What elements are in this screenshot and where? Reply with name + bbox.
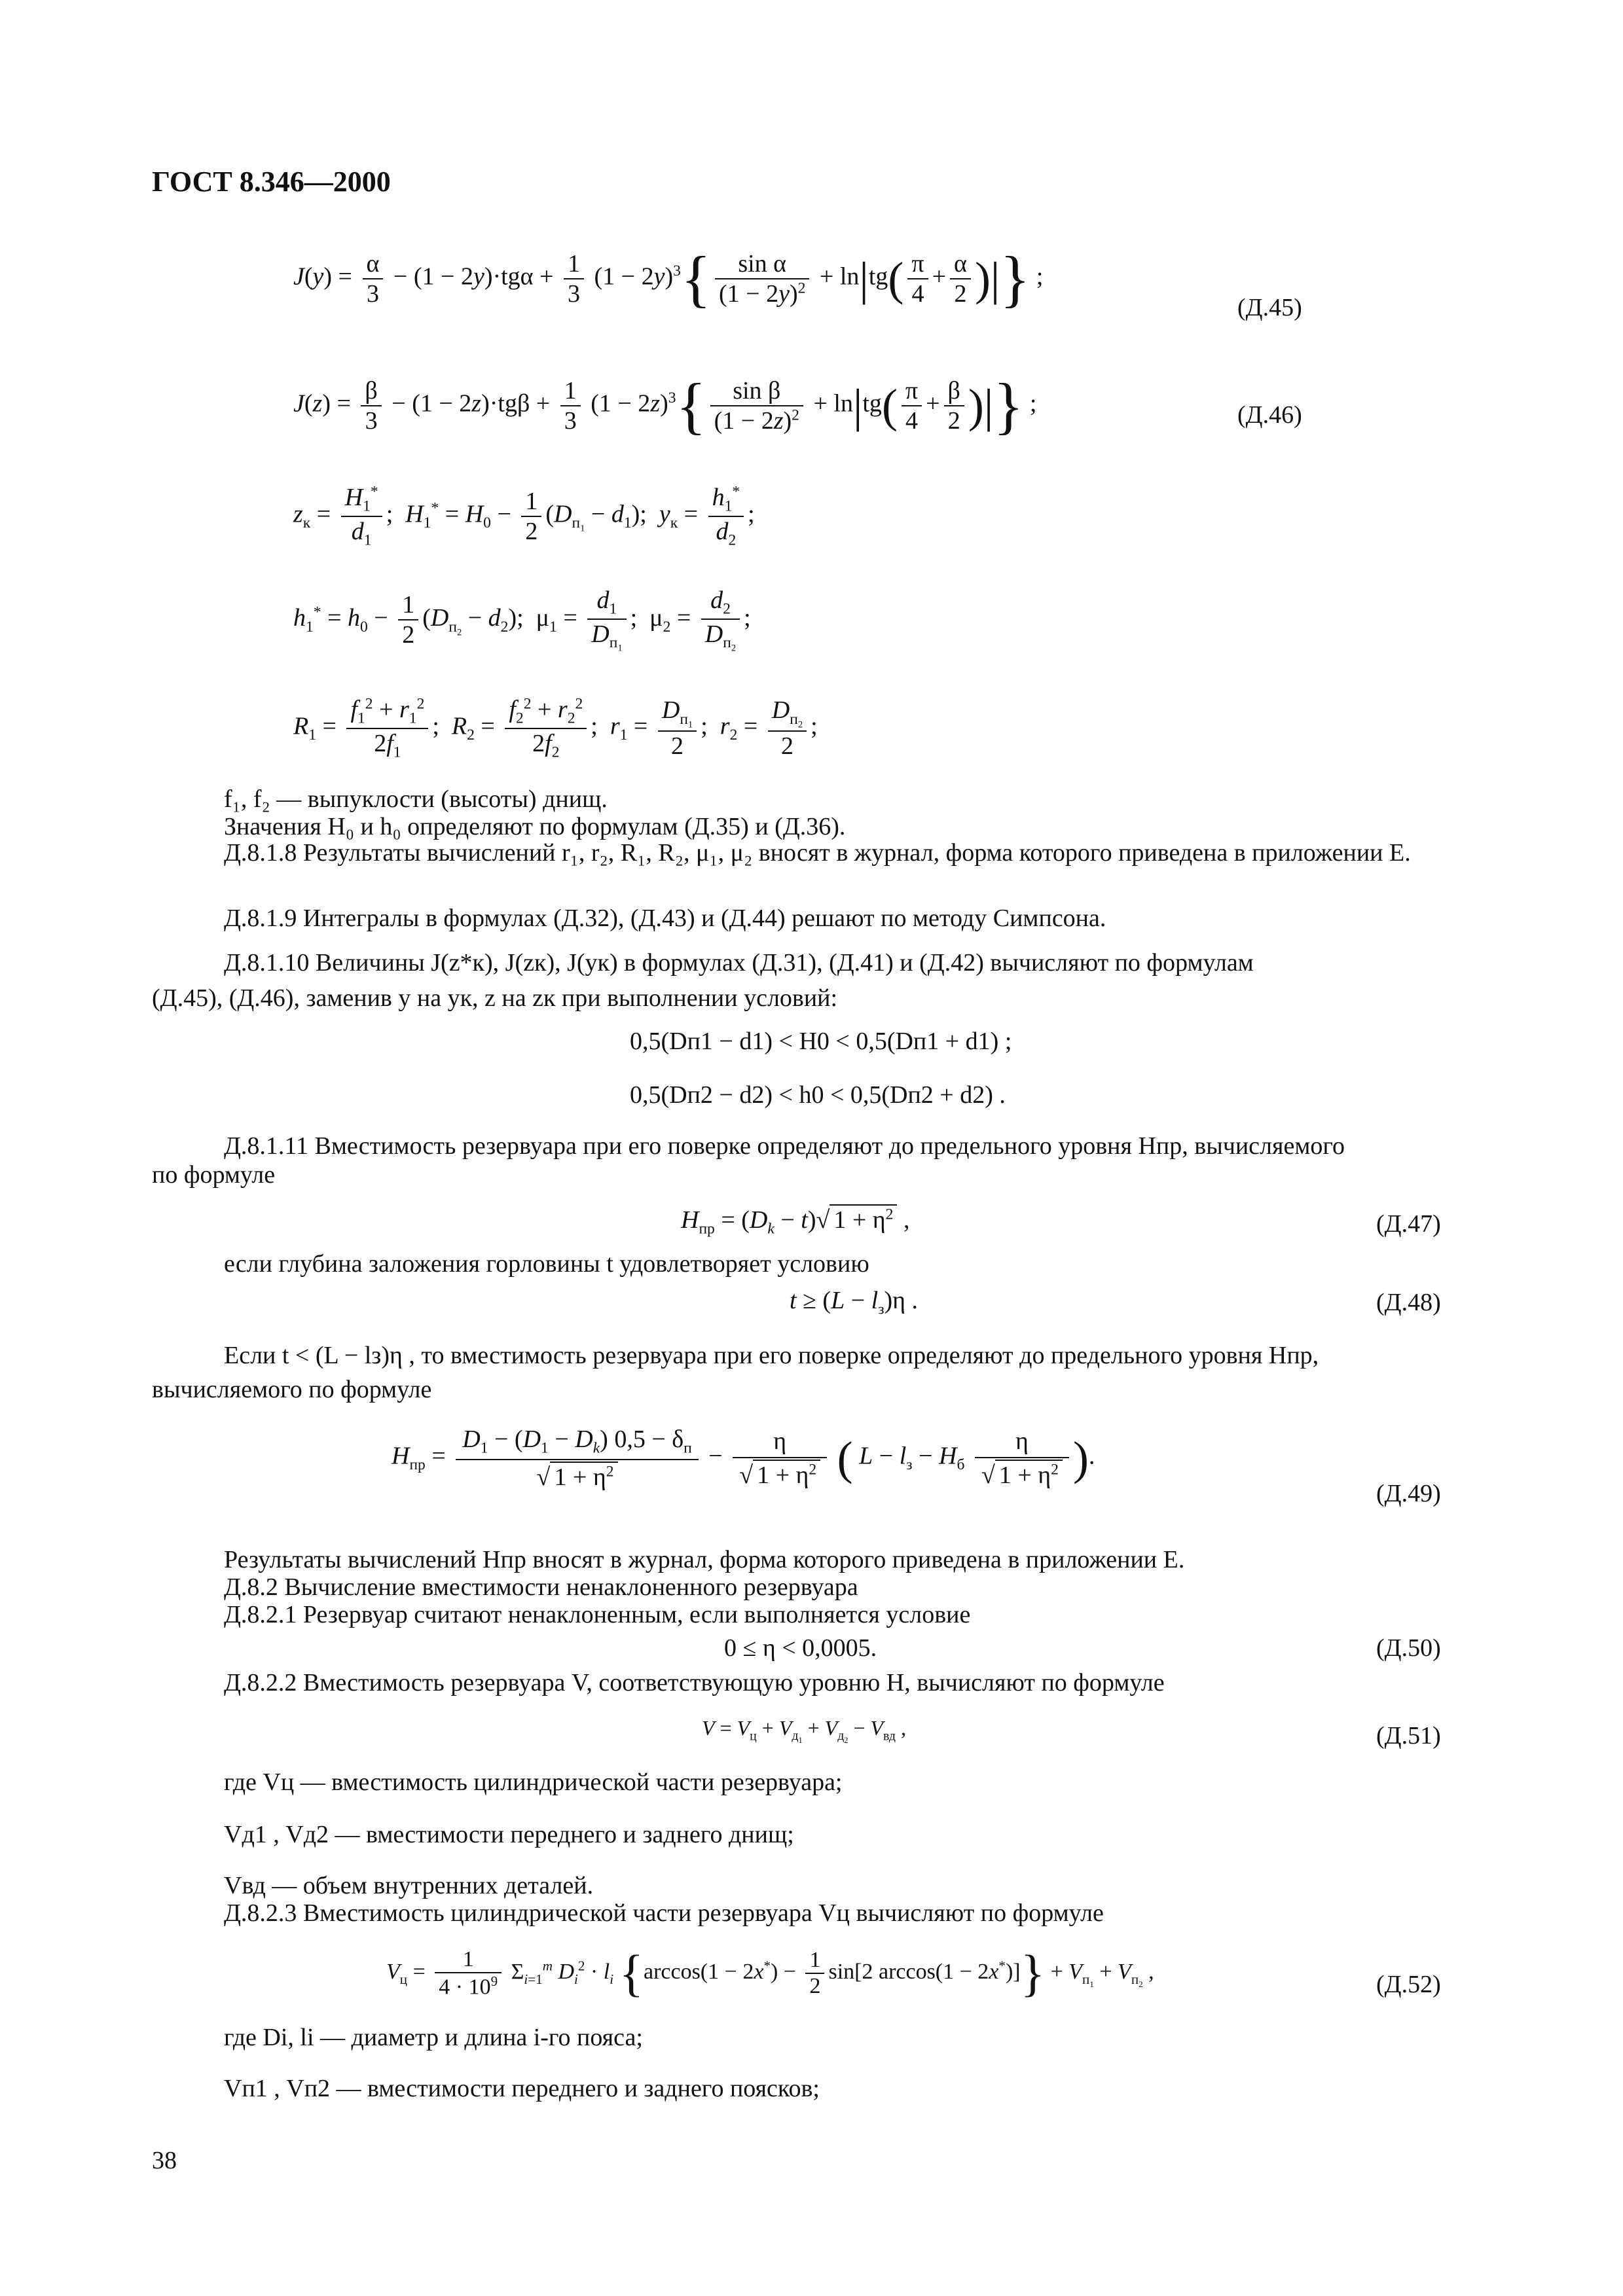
formula-d52: $V_ц$ = $\frac{1}{4 \cdot 10^9}$ $\Sigma_{i=1}^m$ $D_i^2 \cdot l_i$ {arccos(1 − 2x*) − $\frac{1}{2}$ sin[2 $\arccos(1 - 2x^*)]\} + V_{п_1} + V_{п_2}$ , [386, 1945, 1154, 2002]
text-if-depth: если глубина заложения горловины t удовлетворяет условию [224, 1250, 869, 1278]
formula-d51: $V = V_ц + V_{д_1} + V_{д_2} - V_{вд}$ , [702, 1716, 907, 1746]
formula-zk-h1-yk: $z_к$ = $\frac{H_1^*}{d_1}$ ; $H_1^* = H_0$ − $\frac{1}{2}$ $(D_{п_1} - d_1)$; $y_к$ = $\frac{h_1^*}{d_2}$ ; [293, 483, 755, 549]
condition-2: 0,5(Dп2 − d2) < h0 < 0,5(Dп2 + d2) . [630, 1081, 1006, 1109]
formula-h1-mu: $h_1^* = h_0$ − $\frac{1}{2}$ $(D_{п_2} - d_2)$; $\mu_1$ = $\frac{d_1}{D_{п_1}}$ ; $\mu_2$ = $\frac{d_2}{D_{п_2}}$ ; [293, 586, 751, 654]
equation-number: (Д.47) [1376, 1210, 1441, 1238]
text-where-di: где Di, li — диаметр и длина i-го пояса; [224, 2024, 643, 2051]
text-f1f2: f₁, f₂ — выпуклости (высоты) днищ. [224, 785, 608, 813]
text-d8110-b: (Д.45), (Д.46), заменив y на yк, z на zк при выполнении условий: [152, 984, 838, 1012]
equation-number: (Д.46) [1237, 401, 1302, 429]
text-else-b: вычисляемого по формуле [152, 1376, 432, 1403]
equation-number: (Д.51) [1376, 1722, 1441, 1749]
text-d8111-b: по формуле [152, 1161, 276, 1189]
formula-r: $R_1$ = $\frac{f_1^2 + r_1^2}{2f_1}$ ; $R_2$ = $\frac{f_2^2 + r_2^2}{2f_2}$ ; $r_1$ = $\frac{D_{п_1}}{2}$ ; $r_2$ = $\frac{D_{п_2}}{2}$ ; [293, 695, 818, 761]
formula-d48: $t \ge (L - l_з)\eta$ . [790, 1287, 919, 1318]
text-vp: Vп1 , Vп2 — вместимости переднего и заднего поясков; [224, 2075, 820, 2102]
text-d821: Д.8.2.1 Резервуар считают ненаклоненным, если выполняется условие [224, 1601, 971, 1628]
formula-d46: J(z) = $\frac{\beta}{3}$ − (1 − 2z)·tgβ + $\frac{1}{3}$ $(1 - 2z)^3${ $\frac{\text{sin β}}{(1 - 2z)^2}$ + ln|tg( $\frac{\pi}{4}$ + $\frac{\beta}{2}$ )|} ; [293, 370, 1037, 440]
text-d818: Д.8.1.8 Результаты вычислений r₁, r₂, R₁, R₂, μ₁, μ₂ вносят в журнал, форма которого приведена в приложении Е. [224, 839, 1411, 867]
page-number: 38 [152, 2147, 177, 2174]
formula-d45: J(y) = $\frac{\alpha}{3}$ − (1 − 2y)·tgα + $\frac{1}{3}$ $(1 - 2y)^3${ $\frac{\text{sin α}}{(1 - 2y)^2}$ + ln|tg( $\frac{\pi}{4}$ + $\frac{\alpha}{2}$ )|} ; [293, 243, 1044, 314]
text-else-a: Если t < (L − lз)η , то вместимость резервуара при его поверке определяют до предельного уровня Hпр, [224, 1342, 1319, 1369]
text-d822: Д.8.2.2 Вместимость резервуара V, соответствующую уровню H, вычисляют по формуле [224, 1669, 1165, 1696]
formula-d49: $H_{пр}$ = $\frac{D_1 - (D_1 - D_k) 0,5 - \delta_п}{√ 1 + \eta^2}$ − $\frac{\eta}{√ 1 + \eta^2}$ ( $L - l_з - H_б$ $\frac{\eta}{√ 1 + \eta^2}$ ). [392, 1424, 1095, 1493]
formula-d50: 0 ≤ η < 0,0005. [724, 1634, 877, 1662]
equation-number: (Д.45) [1237, 294, 1302, 321]
condition-1: 0,5(Dп1 − d1) < H0 < 0,5(Dп1 + d1) ; [630, 1028, 1012, 1055]
equation-number: (Д.48) [1376, 1289, 1441, 1316]
text-values: Значения H₀ и h₀ определяют по формулам (Д.35) и (Д.36). [224, 813, 846, 840]
text-d8110-a: Д.8.1.10 Величины J(z*к), J(zк), J(yк) в формулах (Д.31), (Д.41) и (Д.42) вычисляют по формулам [224, 949, 1254, 977]
text-d82: Д.8.2 Вычисление вместимости ненаклоненного резервуара [224, 1573, 858, 1601]
equation-number: (Д.50) [1376, 1634, 1441, 1662]
text-d823: Д.8.2.3 Вместимость цилиндрической части резервуара Vц вычисляют по формуле [224, 1899, 1104, 1927]
equation-number: (Д.49) [1376, 1480, 1441, 1507]
text-where-vc: где Vц — вместимость цилиндрической части резервуара; [224, 1768, 843, 1796]
text-vvd: Vвд — объем внутренних деталей. [224, 1872, 594, 1899]
document-title: ГОСТ 8.346—2000 [152, 166, 391, 198]
formula-d47: $H_{пр} = (D_k - t)√$ $1 + \eta^2$ , [681, 1204, 909, 1238]
text-d819: Д.8.1.9 Интегралы в формулах (Д.32), (Д.43) и (Д.44) решают по методу Симпсона. [224, 905, 1106, 932]
text-results: Результаты вычислений Hпр вносят в журнал, форма которого приведена в приложении Е. [224, 1546, 1185, 1573]
equation-number: (Д.52) [1376, 1971, 1441, 1998]
text-d8111-a: Д.8.1.11 Вместимость резервуара при его поверке определяют до предельного уровня Hпр, вычисляемого [224, 1132, 1345, 1160]
text-vd: Vд1 , Vд2 — вместимости переднего и заднего днищ; [224, 1821, 794, 1848]
